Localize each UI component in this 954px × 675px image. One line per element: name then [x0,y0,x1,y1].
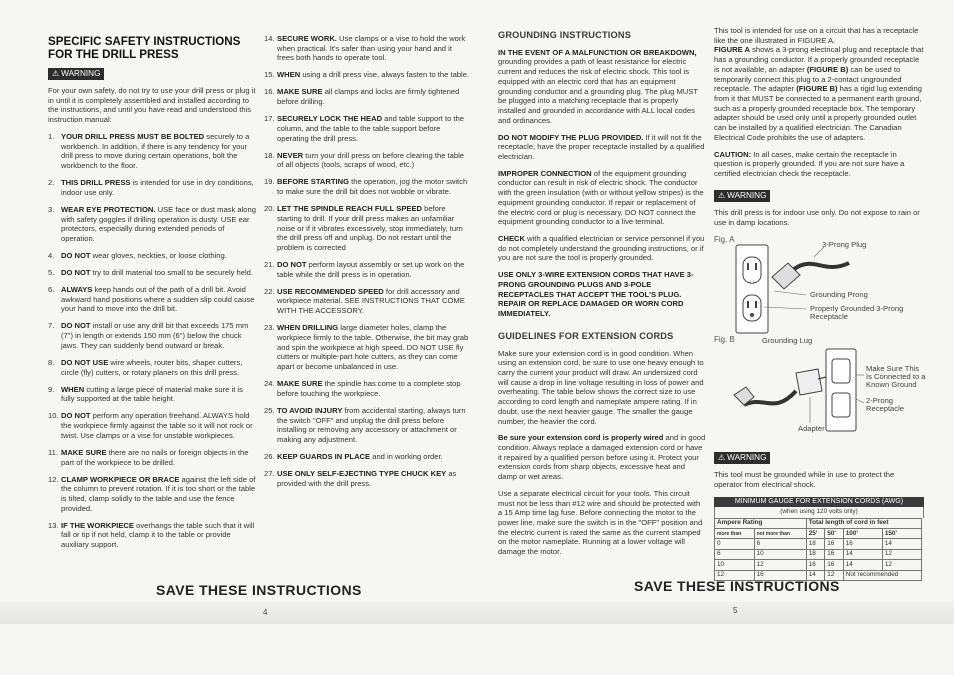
safety-item [264,452,470,462]
grounding-prong-caption: Grounding Prong [810,289,868,299]
grounding-heading: GROUNDING INSTRUCTIONS [498,30,632,40]
safety-item-number: 11. [48,447,58,457]
safety-item-text [61,321,256,350]
safety-item-number: 21. [264,260,275,270]
save-instructions-right: SAVE THESE INSTRUCTIONS [634,578,840,594]
known-ground-caption: Make Sure This Is Connected to a Known Ground [866,363,926,390]
safety-item-body: there are no nails or foreign objects in the part of the workpiece to be drilled. [61,447,249,467]
col-length-150: 150' [882,529,921,539]
col-more-than: more than [715,529,755,539]
gauge-table-subtitle: (when using 120 volts only) [714,507,924,517]
circuit-para-1: This tool is intended for use on a circuit that has a receptacle like the one illustrated in FIGURE A. [714,26,919,45]
grounding-para-3-lead: IMPROPER CONNECTION [498,168,592,178]
safety-item-lead: MAKE SURE [277,379,323,389]
safety-item-lead: CLAMP WORKPIECE OR BRACE [61,474,180,484]
safety-item-number: 25. [264,405,275,415]
circuit-para-2 [714,45,924,142]
safety-item-text [61,475,256,514]
extension-para-2-text: and in good condition. Always replace a damaged extension cord or have it repaired by a qualified person before using it. Protect your extension cords from sharp objects, excessive heat and damp or wet areas. [498,433,706,482]
safety-item-lead: DO NOT USE [61,357,109,367]
safety-item [48,385,256,404]
safety-item [48,285,256,314]
safety-item-number: 18. [264,150,275,160]
safety-item-body: USE face or dust mask along with safety goggles if drilling operation is dusty. USE ear protectors, especially during extended periods of operation. [61,204,256,243]
safety-item-body: wear gloves, neckties, or loose clothing. [90,250,227,260]
table-cell: 16 [825,560,844,570]
safety-item-body: cutting a large piece of material make sure it is fully supported at the table height. [61,384,243,404]
safety-item [48,411,256,440]
warning-badge-right [714,190,770,203]
safety-intro: For your own safety, do not try to use your drill press or plug it in until it is completely assembled and installed according to the instructions, and until you have read and understood this instruction manual: [48,86,256,125]
safety-item-lead: USE ONLY SELF-EJECTING TYPE CHUCK KEY [277,469,447,479]
safety-item-lead: LET THE SPINDLE REACH FULL SPEED [277,204,422,214]
safety-item-text [61,268,256,278]
table-cell: 16 [825,549,844,559]
safety-item-lead: USE RECOMMENDED SPEED [277,286,384,296]
table-cell: 6 [715,549,755,559]
right-column-1 [498,26,706,564]
col-length-25: 25' [806,529,825,539]
table-cell: 12 [715,570,755,580]
safety-item [264,204,470,253]
warning-label-ground: WARNING [727,452,767,462]
safety-item [264,34,470,63]
safety-item-number: 2. [48,178,55,188]
safety-item-text [61,132,256,171]
footer-band-right [477,602,954,624]
safety-item-lead: IF THE WORKPIECE [61,520,134,530]
table-cell: 14 [882,539,921,549]
safety-item [264,260,470,279]
extension-para-2 [498,433,706,482]
safety-item [264,114,470,143]
table-cell: 12 [754,560,806,570]
safety-item-number: 15. [264,70,275,80]
safety-item-body: overhangs the table such that it will fall or tip if not held, clamp it to the table or provide auxiliary support. [61,520,255,550]
safety-item-lead: DO NOT [61,267,91,277]
safety-item-number: 23. [264,323,275,333]
safety-item-lead: WEAR EYE PROTECTION. [61,204,156,214]
safety-item-text [277,70,470,80]
safety-item-text [61,385,256,404]
adapter-caption: Adapter [798,423,825,433]
safety-item-lead: WHEN DRILLING [277,323,339,333]
figure-a-label: Fig. A [714,234,735,244]
figure-b [714,335,924,447]
left-column-2 [264,34,470,496]
table-cell: 12 [882,560,921,570]
safety-item-number: 1. [48,131,55,141]
grounding-para-5: USE ONLY 3-WIRE EXTENSION CORDS THAT HAVE 3-PRONG GROUNDING PLUGS AND 3-POLE RECEPTACLES THAT ACCEPT THE TOOL'S PLUG. REPAIR OR REPLACE DAMAGED OR WORN CORD IMMEDIATELY. [498,270,694,319]
grounding-lug-caption: Grounding Lug [762,335,813,345]
table-cell: 16 [754,570,806,580]
figure-b-label: Fig. B [714,334,735,344]
safety-item-lead: SECURE WORK. [277,34,337,43]
safety-item-text [277,379,470,398]
warning-badge-ground [714,452,770,465]
safety-item-lead: BEFORE STARTING [277,177,349,187]
safety-item-number: 27. [264,469,275,479]
grounded-receptacle-caption: Properly Grounded 3-Prong Receptacle [810,303,904,322]
safety-item-text [61,411,256,440]
safety-item-text [277,287,470,316]
safety-item-body: against the left side of the column to prevent rotation. If it is too short or the table is tilted, clamp solidly to the table and use the fence provided. [61,474,256,513]
table-cell: 12 [882,549,921,559]
safety-item-text [277,204,470,253]
safety-item-lead: MAKE SURE [61,447,107,457]
grounding-para-2-lead: DO NOT MODIFY THE PLUG PROVIDED. [498,132,644,142]
table-row [715,560,922,570]
gauge-table-wrap [714,497,924,581]
safety-item-body: all clamps and locks are firmly tightened before drilling. [277,87,460,107]
safety-item-lead: WHEN [277,70,301,80]
safety-item [48,448,256,467]
safety-item-body: securely to a workbench. In addition, if there is any tendency for your drill press to move during certain operations, bolt the workbench to the floor. [61,131,250,171]
safety-item-text [277,87,470,106]
footer-band-left [0,602,477,624]
safety-item-text [277,260,470,279]
safety-item-body: perform any operation freehand. ALWAYS hold the workpiece firmly against the table so it will not rock or twist. Use clamps or a vise for unstable workpieces. [61,411,253,440]
safety-item [48,205,256,244]
table-cell: 16 [843,539,882,549]
safety-item-body: Use clamps or a vise to hold the work when practical. It's safer than using your hand and it frees both hands to operate tool. [277,34,466,63]
safety-item-body: perform layout assembly or set up work on the table while the drill press is in operation. [277,260,465,279]
safety-item-text [277,151,470,170]
table-cell: 10 [754,549,806,559]
safety-item [264,87,470,106]
safety-item-lead: DO NOT [61,321,91,331]
safety-item-lead: ALWAYS [61,284,93,294]
safety-item-number: 14. [264,34,275,43]
safety-item-text [61,251,256,261]
safety-item-text [277,114,470,143]
safety-item-lead: NEVER [277,150,304,160]
col-length-50: 50' [825,529,844,539]
grounding-para-4-lead: CHECK [498,233,526,243]
gauge-table-title: MINIMUM GAUGE FOR EXTENSION CORDS (AWG) [714,497,924,508]
safety-item-lead: DO NOT [277,260,307,270]
warning-triangle-icon: ⚠ [718,452,726,462]
page-number-right: 5 [733,606,738,615]
safety-item-lead: KEEP GUARDS IN PLACE [277,452,371,461]
page-number-left: 4 [263,608,268,617]
save-instructions-left: SAVE THESE INSTRUCTIONS [156,582,362,598]
safety-item-body: turn your drill press on before clearing the table of all objects (tools, scraps of wood, etc.) [277,150,464,170]
safety-item-text [61,178,256,197]
safety-item [48,475,256,514]
safety-item-number: 12. [48,474,59,484]
circuit-para-2-text-c: has a rigid lug extending from it that MUST be connected to a permanent earth ground, such as a properly grounded receptacle box. The temporary adapter should be used only until a properly grounded outlet can be installed by a qualified electrician. The Canadian Electrical Code prohibits the use of adapters. [714,84,922,142]
safety-item-number: 4. [48,250,55,260]
grounding-para-4 [498,234,706,263]
table-cell: 18 [806,539,825,549]
warning-badge [48,68,104,81]
safety-item-number: 24. [264,379,275,389]
safety-item-text [61,285,256,314]
safety-item-number: 13. [48,520,59,530]
warning-label-right: WARNING [727,190,767,200]
safety-item [264,323,470,372]
safety-item-text [277,34,470,63]
safety-item-number: 17. [264,114,275,124]
safety-item-lead: SECURELY LOCK THE HEAD [277,114,383,124]
extension-para-2-lead: Be sure your extension cord is properly wired [498,433,664,443]
table-cell: 18 [806,549,825,559]
safety-item-text [61,448,256,467]
safety-item-body: as provided with the drill press. [277,469,457,488]
col-length-100: 100' [843,529,882,539]
safety-item-number: 16. [264,87,275,97]
table-cell: 14 [843,560,882,570]
extension-heading: GUIDELINES FOR EXTENSION CORDS [498,330,674,341]
safety-item-body: and in working order. [370,452,443,461]
safety-item-number: 7. [48,321,55,331]
figure-a-illustration [714,235,924,343]
safety-item [48,321,256,350]
caution-text: In all cases, make certain the receptacle in question is properly grounded. If you are not sure have a certified electrician check the receptacle. [714,149,905,179]
circuit-para-2-text-a: shows a 3-prong electrical plug and receptacle that has a grounding conductor. If a properly grounded receptacle is not available, an adapter [714,45,924,74]
safety-item [48,132,256,171]
table-cell: 0 [715,539,755,549]
figure-a-ref: FIGURE A [714,45,750,55]
safety-item-number: 22. [264,286,275,296]
grounding-para-4-text: with a qualified electrician or service personnel if you do not completely understand the grounding instructions, or if you are not sure the tool is properly grounded. [498,233,705,263]
safety-item [264,379,470,398]
safety-item-text [277,406,470,445]
safety-list-part-2 [264,34,470,488]
safety-item [264,287,470,316]
circuit-para-2-text-b: can be used to temporarily connect this plug to a 2-contact ungrounded receptacle. The adapter [714,64,902,94]
safety-item-text [277,469,470,488]
safety-item-number: 9. [48,384,55,394]
safety-item [264,70,470,80]
safety-item-text [277,323,470,372]
safety-item-body: large diameter holes, clamp the workpiece firmly to the table. Otherwise, the bit may grab and spin the workpiece at high speed. DO NOT USE fly cutters or multiple-part hole cutters, as they can come apart or become unbalanced in use. [277,323,469,372]
safety-item-text [61,358,256,377]
safety-item-lead: MAKE SURE [277,87,323,97]
table-row [715,539,922,549]
grounding-para-3-text: of the equipment grounding conductor can result in risk of electric shock. The conductor with the green insulation (with or without yellow stripes) is the equipment grounding conductor. If repair or replacement of the electric cord or plug is necessary, DO NOT connect the equipment grounding conductor to a live terminal. [498,168,704,227]
safety-item-text [277,452,470,462]
safety-item-number: 20. [264,204,275,214]
col-not-more-than: not more than [754,529,806,539]
right-column-2 [714,26,924,581]
safety-item-lead: DO NOT [61,411,91,421]
two-prong-receptacle-caption: 2-Prong Receptacle [866,395,904,414]
safety-item-lead: WHEN [61,384,85,394]
table-cell: 14 [843,549,882,559]
safety-item-body: wire wheels, router bits, shaper cutters, circle (fly) cutters, or rotary planers on this drill press. [61,357,243,377]
safety-item-body: install or use any drill bit that exceeds 175 mm (7") in length or extends 150 mm (6") below the chuck jaws. They can suddenly bend outward or break. [61,321,249,350]
grounding-para-1-lead: IN THE EVENT OF A MALFUNCTION OR BREAKDOWN, [498,47,697,57]
safety-item-body: using a drill press vise, always fasten to the table. [300,70,470,80]
safety-item-lead: YOUR DRILL PRESS MUST BE BOLTED [61,131,205,141]
table-cell: 16 [825,539,844,549]
safety-item-number: 3. [48,204,55,214]
safety-item-number: 19. [264,177,275,187]
safety-heading: SPECIFIC SAFETY INSTRUCTIONS FOR THE DRILL PRESS [48,35,241,61]
safety-item [264,177,470,196]
safety-item-body: try to drill material too small to be securely held. [90,267,254,277]
table-cell: 16 [806,560,825,570]
indoor-warning: This drill press is for indoor use only. Do not expose to rain or use in damp locations. [714,208,920,227]
safety-item-body: before starting to drill. If your drill press makes an unfamiliar noise or if it vibrates excessively, stop immediately, turn the drill press off and unplug. Do not restart until the problem is corrected [277,204,463,252]
ground-warning: This tool must be grounded while in use to protect the operator from electrical shock. [714,470,895,489]
safety-item-body: for drill accessory and workpiece material. SEE INSTRUCTIONS THAT COME WITH THE ACCESSORY. [277,286,465,316]
grounding-para-1-text: grounding provides a path of least resistance for electric current and reduces the risk of electric shock. This tool is equipped with an electric cord that has an equipment grounding conductor and a grounding plug. The plug MUST be plugged into a matching receptacle that is properly installed and grounded in accordance with ALL local codes and ordinances. [498,57,698,125]
table-cell: 6 [754,539,806,549]
safety-item [48,521,256,550]
table-cell: Not recommended [843,570,921,580]
table-cell: 10 [715,560,755,570]
grounding-para-1 [498,48,706,126]
warning-triangle-icon: ⚠ [718,190,726,200]
safety-list-part-1 [48,132,256,550]
left-column-1 [48,26,256,557]
warning-label: WARNING [61,68,101,78]
table-cell: 12 [825,570,844,580]
safety-item-number: 10. [48,411,59,421]
table-cell: 14 [806,570,825,580]
safety-item-number: 5. [48,267,55,277]
safety-item-number: 6. [48,284,55,294]
gauge-table [714,518,922,581]
safety-item-text [61,205,256,244]
grounding-para-2-text: If it will not fit the receptacle, have the proper receptacle installed by a qualified electrician. [498,132,705,161]
figure-a [714,235,924,343]
safety-item-body: the operation, jog the motor switch to make sure the drill bit does not wobble or vibrate. [277,177,468,197]
safety-item [48,268,256,278]
safety-item [264,406,470,445]
safety-item [264,469,470,488]
safety-item [48,358,256,377]
safety-item [48,178,256,197]
caution-lead: CAUTION: [714,149,752,159]
safety-item-text [277,177,470,196]
safety-item-body: and table support to the column, and the table to the table support before operating the drill press. [277,114,464,143]
col-ampere-rating: Ampere Rating [715,518,807,528]
safety-item-lead: DO NOT [61,250,91,260]
caution-para [714,150,924,179]
safety-item-lead: THIS DRILL PRESS [61,178,131,188]
grounding-para-3 [498,169,706,227]
warning-triangle-icon: ⚠ [52,68,60,78]
safety-item-body: keep hands out of the path of a drill bit. Avoid awkward hand positions where a sudden slip could cause your hand to move into the drill bit. [61,284,255,314]
safety-item-number: 26. [264,452,275,461]
safety-item-text [61,521,256,550]
safety-item-body: the spindle has come to a complete stop before touching the workpiece. [277,379,461,398]
figure-b-ref-2: (FIGURE B) [796,84,838,94]
safety-item-body: from accidental starting, always turn the switch "OFF" and unplug the drill press before installing or removing any accessory or attachment or making any adjustment. [277,405,466,444]
safety-item-body: is intended for use in dry conditions, indoor use only. [61,178,254,197]
extension-para-3: Use a separate electrical circuit for your tools. This circuit must not be less than #12 wire and should be protected with a 15 Amp time lag fuse. Before connecting the motor to the power line, make sure the switch is in the "OFF" position and the electric current is rated the same as the current stamped on the motor nameplate. Running at a lower voltage will damage the motor. [498,488,703,557]
grounding-para-2 [498,133,706,162]
col-total-length: Total length of cord in feet [806,518,921,528]
safety-item [264,151,470,170]
three-prong-plug-caption: 3-Prong Plug [822,239,867,249]
extension-para-1: Make sure your extension cord is in good condition. When using an extension cord, be sure to use one heavy enough to carry the current your product will draw. An undersized cord will cause a drop in line voltage resulting in loss of power and overheating. The table below shows the correct size to use according to cord length and nameplate ampere rating. If in doubt, use the next heavier gauge. The smaller the gauge number, the heavier the cord. [498,348,704,426]
safety-item-lead: TO AVOID INJURY [277,405,343,415]
safety-item [48,251,256,261]
table-row [715,549,922,559]
figure-b-ref-1: (FIGURE B) [806,64,849,74]
safety-item-number: 8. [48,357,55,367]
